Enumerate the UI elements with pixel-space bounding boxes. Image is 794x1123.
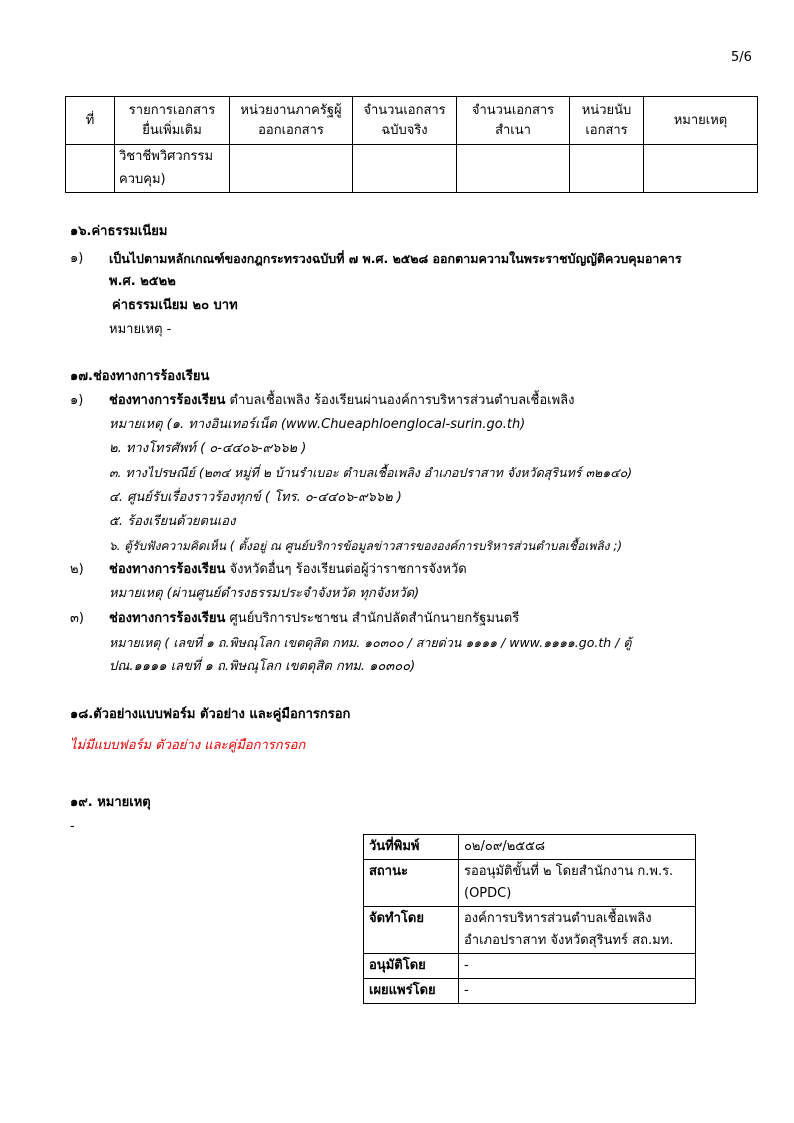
metadata-key: วันที่พิมพ์ — [364, 835, 459, 860]
channel-3-desc: ศูนย์บริการประชาชน สำนักปลัดสำนักนายกรัฐมนตรี — [225, 611, 520, 626]
channel-1-note-4: ๔. ศูนย์รับเรื่องราวร้องทุกข์ ( โทร. ๐-๔๔๐๖-๙๖๖๒ ) — [109, 490, 402, 505]
metadata-row — [364, 907, 696, 954]
documents-table — [65, 96, 758, 193]
channel-2-note-1: หมายเหตุ (ผ่านศูนย์ดำรงธรรมประจำจังหวัด ทุกจังหวัด) — [109, 586, 420, 601]
metadata-table — [363, 834, 696, 1004]
header-cell: หมายเหตุ — [644, 97, 758, 145]
section-16-line2: พ.ศ. ๒๕๒๒ — [109, 274, 176, 289]
metadata-row — [364, 860, 696, 907]
metadata-row — [364, 979, 696, 1004]
header-cell: จำนวนเอกสาร สำเนา — [457, 97, 570, 145]
channel-1-note-2: ๒. ทางโทรศัพท์ ( ๐-๔๔๐๖-๙๖๖๒ ) — [109, 441, 307, 456]
table-cell — [66, 145, 115, 193]
section-18-heading: ๑๘.ตัวอย่างแบบฟอร์ม ตัวอย่าง และคู่มือการกรอก — [70, 707, 351, 722]
channel-3-note-1: หมายเหตุ ( เลขที่ ๑ ถ.พิษณุโลก เขตดุสิต กทม. ๑๐๓๐๐ / สายด่วน ๑๑๑๑ / www.๑๑๑๑.go.th / ตู้ — [109, 635, 632, 650]
channel-2-number: ๒) — [70, 562, 84, 577]
channel-2-text — [109, 560, 467, 580]
table-row — [66, 145, 758, 193]
section-19-heading: ๑๙. หมายเหตุ — [70, 795, 151, 810]
channel-1-text — [109, 391, 575, 411]
channel-3-note-2: ปณ.๑๑๑๑ เลขที่ ๑ ถ.พิษณุโลก เขตดุสิต กทม. ๑๐๓๐๐) — [109, 659, 416, 674]
channel-1-label: ช่องทางการร้องเรียน — [109, 393, 226, 408]
section-19-text: - — [70, 819, 75, 834]
channel-3-label: ช่องทางการร้องเรียน — [109, 611, 226, 626]
table-cell — [570, 145, 644, 193]
header-cell: จำนวนเอกสาร ฉบับจริง — [353, 97, 457, 145]
metadata-value: ๐๒/๐๙/๒๕๕๘ — [459, 835, 696, 860]
channel-3-text — [109, 609, 519, 629]
metadata-key: อนุมัติโดย — [364, 954, 459, 979]
section-16-fee: ค่าธรรมเนียม ๒๐ บาท — [112, 298, 238, 313]
metadata-value: - — [459, 954, 696, 979]
metadata-key: เผยแพร่โดย — [364, 979, 459, 1004]
channel-1-desc: ตำบลเชื้อเพลิง ร้องเรียนผ่านองค์การบริหารส่วนตำบลเชื้อเพลิง — [225, 393, 575, 408]
header-cell: รายการเอกสาร ยื่นเพิ่มเติม — [115, 97, 230, 145]
table-cell — [644, 145, 758, 193]
channel-1-number: ๑) — [70, 393, 84, 408]
metadata-key: จัดทำโดย — [364, 907, 459, 954]
metadata-value: รออนุมัติขั้นที่ ๒ โดยสำนักงาน ก.พ.ร. (OPDC) — [459, 860, 696, 907]
channel-1-note-3: ๓. ทางไปรษณีย์ (๒๓๔ หมู่ที่ ๒ บ้านรำเบอะ ตำบลเชื้อเพลิง อำเภอปราสาท จังหวัดสุรินทร์ ๓๒๑๔๐) — [109, 465, 633, 480]
section-16-heading: ๑๖.ค่าธรรมเนียม — [70, 224, 168, 239]
header-cell: หน่วยงานภาครัฐผู้ ออกเอกสาร — [230, 97, 353, 145]
table-cell — [353, 145, 457, 193]
table-cell — [457, 145, 570, 193]
header-cell: ที่ — [66, 97, 115, 145]
metadata-key: สถานะ — [364, 860, 459, 907]
page-number: 5/6 — [731, 50, 752, 65]
metadata-value: องค์การบริหารส่วนตำบลเชื้อเพลิง อำเภอปราสาท จังหวัดสุรินทร์ สถ.มท. — [459, 907, 696, 954]
metadata-row — [364, 835, 696, 860]
section-16-line1: เป็นไปตามหลักเกณฑ์ของกฎกระทรวงฉบับที่ ๗ พ.ศ. ๒๕๒๘ ออกตามความในพระราชบัญญัติควบคุมอาคาร — [109, 251, 682, 266]
channel-1-note-5: ๕. ร้องเรียนด้วยตนเอง — [109, 514, 236, 529]
channel-2-label: ช่องทางการร้องเรียน — [109, 562, 226, 577]
channel-1-note-1: หมายเหตุ (๑. ทางอินเทอร์เน็ต (www.Chueaphloenglocal-surin.go.th) — [109, 417, 526, 432]
section-16-note: หมายเหตุ - — [109, 322, 172, 337]
metadata-value: - — [459, 979, 696, 1004]
table-header-row — [66, 97, 758, 145]
section-18-note: ไม่มีแบบฟอร์ม ตัวอย่าง และคู่มือการกรอก — [70, 738, 306, 753]
table-cell — [230, 145, 353, 193]
metadata-row — [364, 954, 696, 979]
header-cell: หน่วยนับ เอกสาร — [570, 97, 644, 145]
channel-2-desc: จังหวัดอื่นๆ ร้องเรียนต่อผู้ว่าราชการจังหวัด — [225, 562, 467, 577]
channel-1-note-6: ๖. ตู้รับฟังความคิดเห็น ( ตั้งอยู่ ณ ศูนย์บริการข้อมูลข่าวสารขององค์การบริหารส่วนตำบลเชื้อเพลิง ;) — [109, 539, 623, 553]
table-cell: วิชาชีพวิศวกรรม ควบคุม) — [115, 145, 230, 193]
section-16-number: ๑) — [70, 251, 84, 266]
section-17-heading: ๑๗.ช่องทางการร้องเรียน — [70, 369, 210, 384]
channel-3-number: ๓) — [70, 611, 84, 626]
